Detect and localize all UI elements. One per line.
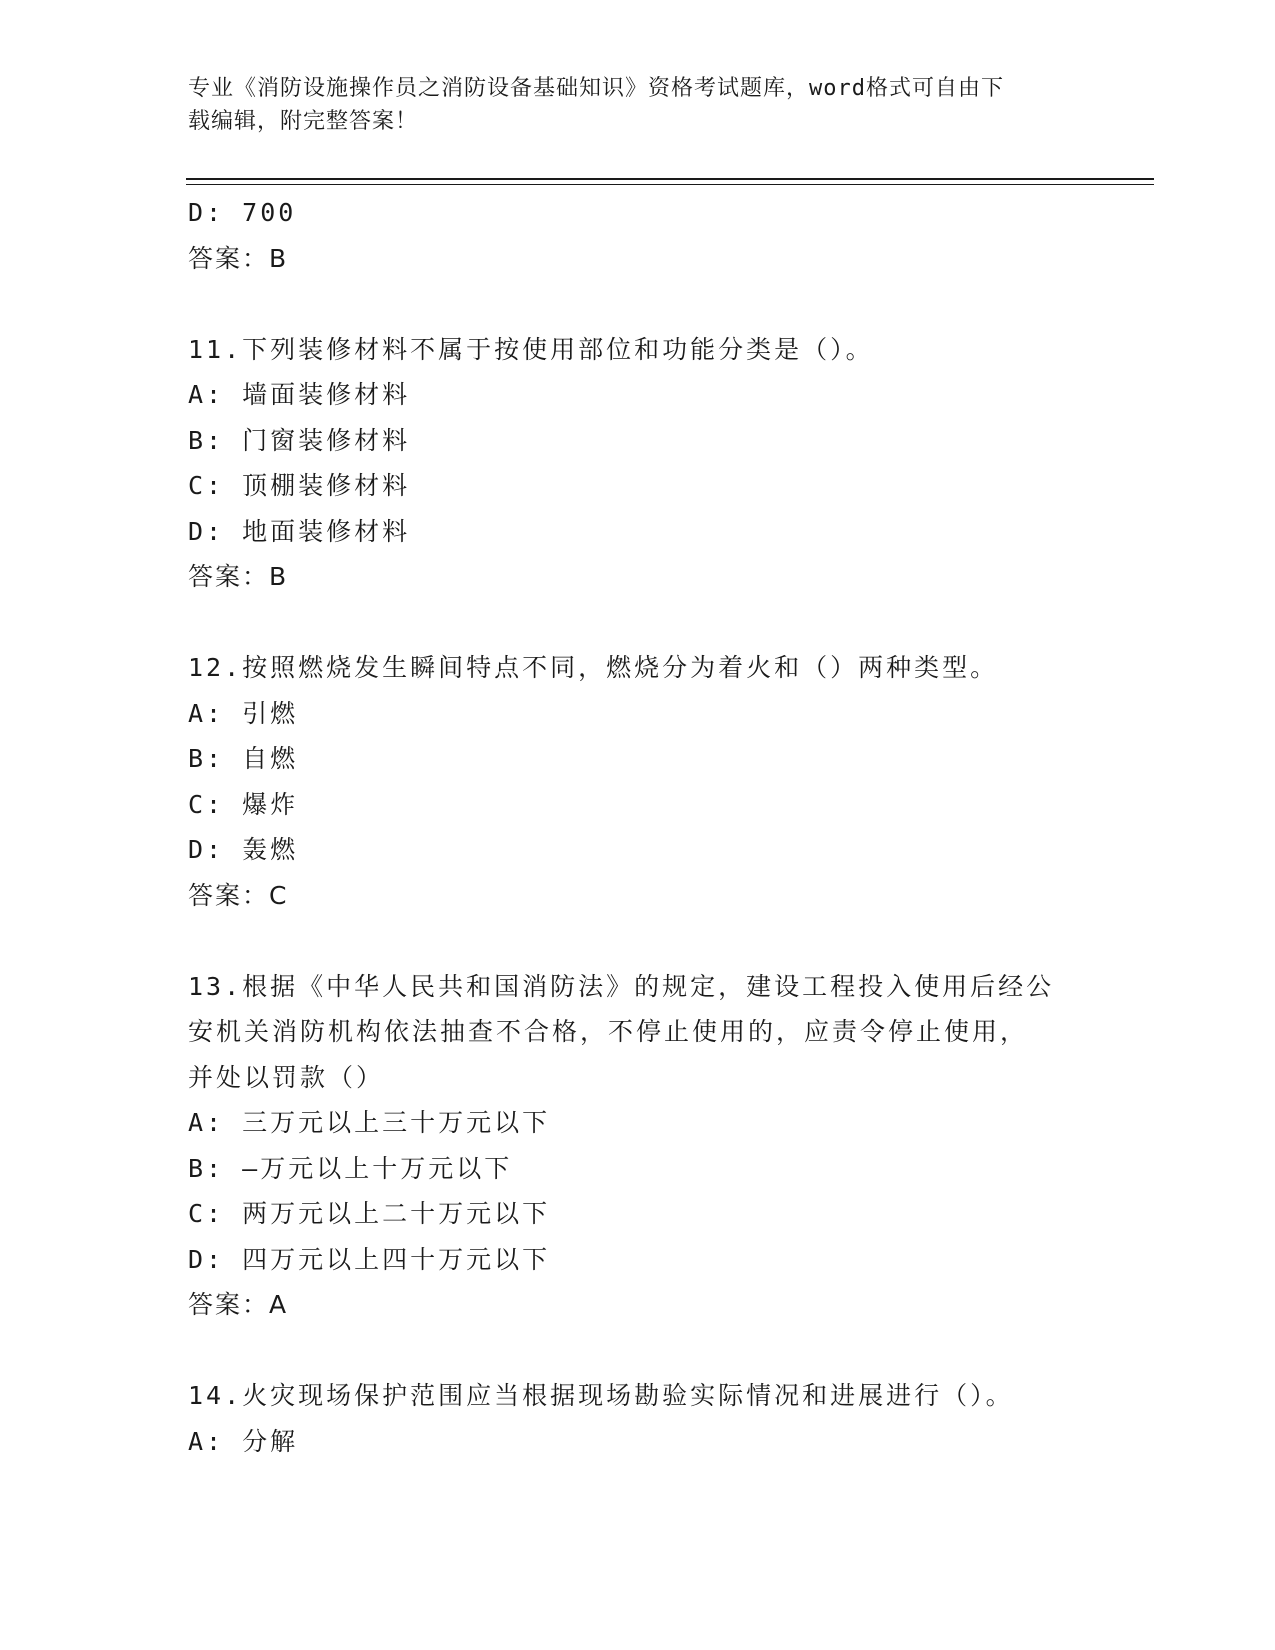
document-header <box>188 72 1068 138</box>
spacer <box>188 600 1088 646</box>
answer: 答案：C <box>188 880 289 910</box>
option-b: B: 门窗装修材料 <box>188 425 411 455</box>
header-divider-thin <box>186 184 1154 185</box>
question-stem: 14.火灾现场保护范围应当根据现场勘验实际情况和进展进行（）。 <box>188 1381 1014 1410</box>
answer: 答案：B <box>188 562 289 591</box>
answer: 答案：A <box>188 1290 289 1319</box>
prev-answer: 答案：B <box>188 243 289 273</box>
question-stem: 11.下列装修材料不属于按使用部位和功能分类是（）。 <box>188 334 874 364</box>
option-a: A: 分解 <box>188 1426 299 1456</box>
question-12 <box>188 645 1088 918</box>
option-d: D: 地面装修材料 <box>188 516 411 546</box>
spacer <box>188 918 1088 964</box>
question-14 <box>188 1373 1088 1464</box>
question-11 <box>188 327 1088 600</box>
option-c: C: 两万元以上二十万元以下 <box>188 1199 551 1228</box>
question-stem-line-2: 安机关消防机构依法抽查不合格，不停止使用的，应责令停止使用， <box>188 1017 1029 1046</box>
spacer <box>188 281 1088 327</box>
prev-option-d: D: 700 <box>188 198 297 227</box>
question-13 <box>188 964 1088 1328</box>
question-list <box>188 190 1088 1464</box>
header-line-2: 载编辑，附完整答案！ <box>188 109 419 134</box>
option-b: B: 自燃 <box>188 744 299 773</box>
header-line-1: 专业《消防设施操作员之消防设备基础知识》资格考试题库，word格式可自由下 <box>188 76 1004 101</box>
option-c: C: 顶棚装修材料 <box>188 471 411 500</box>
option-a: A: 三万元以上三十万元以下 <box>188 1108 551 1137</box>
option-d: D: 轰燃 <box>188 835 299 864</box>
option-c: C: 爆炸 <box>188 789 299 819</box>
question-stem: 12.按照燃烧发生瞬间特点不同，燃烧分为着火和（）两种类型。 <box>188 653 999 682</box>
option-b: B: —万元以上十万元以下 <box>188 1153 513 1183</box>
spacer <box>188 1328 1088 1374</box>
option-d: D: 四万元以上四十万元以下 <box>188 1244 551 1274</box>
option-a: A: 引燃 <box>188 698 299 728</box>
question-stem-line-1: 13.根据《中华人民共和国消防法》的规定，建设工程投入使用后经公 <box>188 971 1055 1001</box>
header-divider-thick <box>186 178 1154 180</box>
option-a: A: 墙面装修材料 <box>188 380 411 409</box>
question-stem-line-3: 并处以罚款（） <box>188 1062 385 1092</box>
